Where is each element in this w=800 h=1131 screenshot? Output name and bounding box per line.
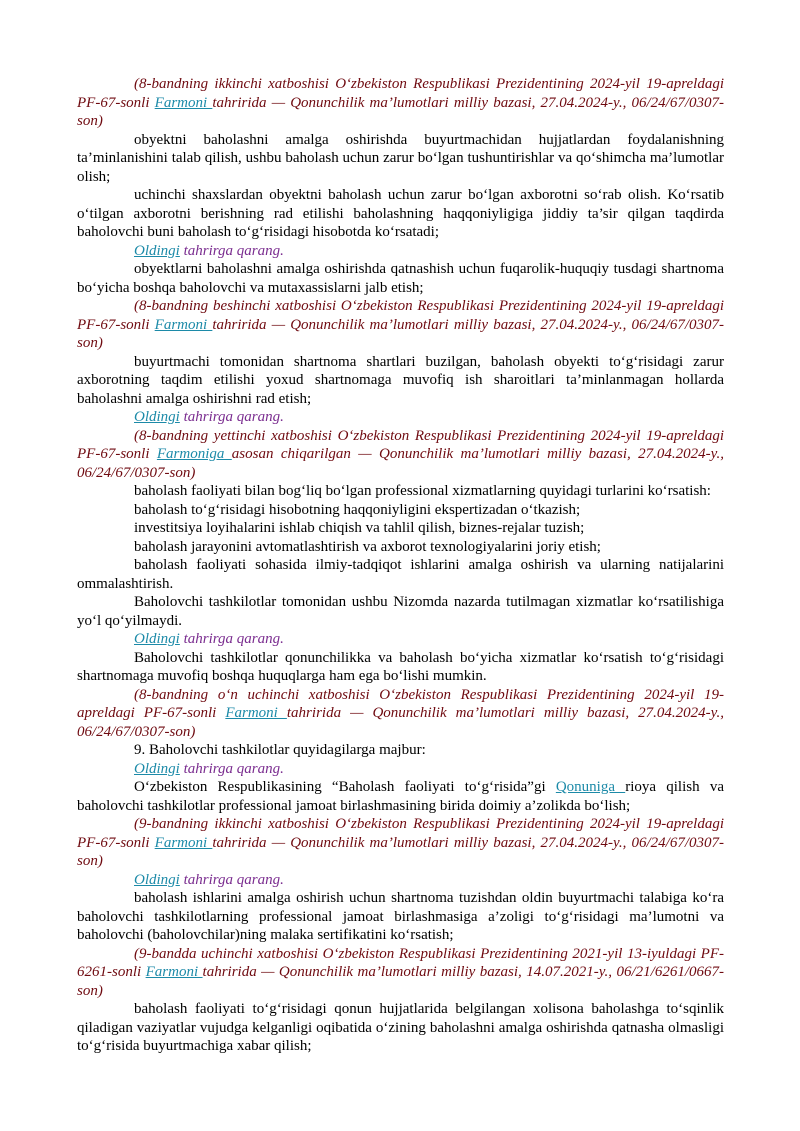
previous-edition-note: Oldingi tahrirga qarang. — [134, 871, 284, 888]
previous-edition-link[interactable]: Oldingi — [134, 242, 180, 259]
previous-edition-link[interactable]: Oldingi — [134, 760, 180, 777]
decree-link[interactable]: Farmoniga — [156, 446, 232, 462]
body-paragraph: baholash faoliyati bilan bog‘liq bo‘lgan professional xizmatlarning quyidagi turlarini ko‘rsatish: — [134, 483, 711, 499]
previous-edition-link[interactable]: Oldingi — [134, 871, 180, 888]
body-paragraph: buyurtmachi tomonidan shartnoma shartlari buzilgan, baholash obyekti to‘g‘risidagi zarur axborotning taqdim etilishi yoxud shartnomaga muvofiq ish sharoitlari ta’minlanmagan hollarda baholashni amalga oshirishni rad etish; — [77, 353, 724, 407]
amendment-note: (9-bandning ikkinchi xatboshisi O‘zbekiston Respublikasi Prezidentining 2024-yil 19-apreldagi PF-67-sonli Farmoni tahririda — Qonunchilik ma’lumotlari milliy bazasi, 27.04.2024-y., 06/24/67/0307-son) — [77, 816, 724, 869]
body-paragraph: baholash faoliyati to‘g‘risidagi qonun hujjatlarida belgilangan xolisona baholashga to‘sqinlik qiladigan vaziyatlar vujudga kelganligi oqibatida o‘zining baholashni amalga oshirishda qatnasha olmasligi to‘g‘risida buyurtmachiga xabar qilish; — [77, 1001, 724, 1054]
decree-link[interactable]: Farmoni — [154, 316, 213, 333]
amendment-note: (8-bandning beshinchi xatboshisi O‘zbekiston Respublikasi Prezidentining 2024-yil 19-apreldagi PF-67-sonli Farmoni tahririda — Qonunchilik ma’lumotlari milliy bazasi, 27.04.2024-y., 06/24/67/0307-son) — [77, 298, 724, 351]
amendment-note: (8-bandning ikkinchi xatboshisi O‘zbekiston Respublikasi Prezidentining 2024-yil 19-apreldagi PF-67-sonli Farmoni tahririda — Qonunchilik ma’lumotlari milliy bazasi, 27.04.2024-y., 06/24/67/0307-son) — [77, 76, 724, 129]
body-paragraph: baholash ishlarini amalga oshirish uchun shartnoma tuzishdan oldin buyurtmachi talabiga ko‘ra baholovchi tashkilotlarning professional jamoat birlashmasiga a’zoligi to‘g‘risidagi ma’lumotni va baholovchi (baholovchilar)ning malaka sertifikatini ko‘rsatish; — [77, 890, 724, 943]
previous-edition-note: Oldingi tahrirga qarang. — [134, 631, 284, 647]
body-paragraph: investitsiya loyihalarini ishlab chiqish va tahlil qilish, biznes-rejalar tuzish; — [134, 520, 585, 536]
amendment-note: (8-bandning yettinchi xatboshisi O‘zbekiston Respublikasi Prezidentining 2024-yil 19-apreldagi PF-67-sonli Farmoniga asosan chiqarilgan — Qonunchilik ma’lumotlari milliy bazasi, 27.04.2024-y., 06/24/67/0307-son) — [77, 427, 724, 481]
body-paragraph: obyektlarni baholashni amalga oshirishda qatnashish uchun fuqarolik-huquqiy tusdagi shartnoma bo‘yicha boshqa baholovchi va mutaxassislarni jalb etish; — [77, 261, 724, 296]
amendment-note: (8-bandning o‘n uchinchi xatboshisi O‘zbekiston Respublikasi Prezidentining 2024-yil 19-apreldagi PF-67-sonli Farmoni tahririda — Qonunchilik ma’lumotlari milliy bazasi, 27.04.2024-y., 06/24/67/0307-son) — [77, 686, 725, 740]
decree-link[interactable]: Farmoni — [145, 964, 203, 980]
decree-link[interactable]: Farmoni — [154, 94, 213, 111]
body-paragraph: baholash to‘g‘risidagi hisobotning haqqoniyligini ekspertizadan o‘tkazish; — [134, 501, 581, 518]
previous-edition-note: Oldingi tahrirga qarang. — [134, 242, 284, 259]
amendment-note: (9-bandda uchinchi xatboshisi O‘zbekiston Respublikasi Prezidentining 2021-yil 13-iyuldagi PF-6261-sonli Farmoni tahririda — Qonunchilik ma’lumotlari milliy bazasi, 14.07.2021-y., 06/21/6261/0667-son) — [77, 945, 724, 999]
law-link[interactable]: Qonuniga — [555, 779, 626, 795]
section-heading: 9. Baholovchi tashkilotlar quyidagilarga majbur: — [134, 742, 426, 758]
body-paragraph: O‘zbekiston Respublikasining “Baholash faoliyati to‘g‘risida”gi Qonuniga rioya qilish va baholovchi tashkilotlar professional jamoat birlashmasining birida doimiy a’zolikda bo‘lish; — [77, 779, 724, 814]
body-paragraph: Baholovchi tashkilotlar qonunchilikka va baholash bo‘yicha xizmatlar ko‘rsatish to‘g‘risidagi shartnomaga muvofiq boshqa huquqlarga ham ega bo‘lishi mumkin. — [77, 649, 724, 684]
previous-edition-note: Oldingi tahrirga qarang. — [134, 409, 284, 425]
previous-edition-link[interactable]: Oldingi — [134, 631, 180, 647]
body-paragraph: baholash faoliyati sohasida ilmiy-tadqiqot ishlarini amalga oshirish va ularning natijalarini ommalashtirish. — [77, 557, 724, 592]
body-paragraph: obyektni baholashni amalga oshirishda buyurtmachidan hujjatlardan foydalanishning ta’minlanishini talab qilish, ushbu baholash uchun zarur bo‘lgan tushuntirishlar va qo‘shimcha ma’lumotlar olish; — [77, 131, 724, 185]
body-paragraph: uchinchi shaxslardan obyektni baholash uchun zarur bo‘lgan axborotni so‘rab olish. Ko‘rsatib o‘tilgan axborotni berishning rad etilishi baholashning haqqoniyligiga jiddiy ta’sir qilgan taqdirda baholovchi buni baholash to‘g‘risidagi hisobotda ko‘rsatadi; — [77, 187, 724, 240]
body-paragraph: baholash jarayonini avtomatlashtirish va axborot texnologiyalarini joriy etish; — [134, 538, 601, 555]
body-paragraph: Baholovchi tashkilotlar tomonidan ushbu Nizomda nazarda tutilmagan xizmatlar ko‘rsatilishiga yo‘l qo‘yilmaydi. — [77, 594, 724, 629]
decree-link[interactable]: Farmoni — [225, 705, 287, 721]
previous-edition-link[interactable]: Oldingi — [134, 409, 180, 425]
decree-link[interactable]: Farmoni — [154, 834, 213, 851]
document-page — [77, 75, 724, 1056]
previous-edition-note: Oldingi tahrirga qarang. — [134, 760, 284, 777]
